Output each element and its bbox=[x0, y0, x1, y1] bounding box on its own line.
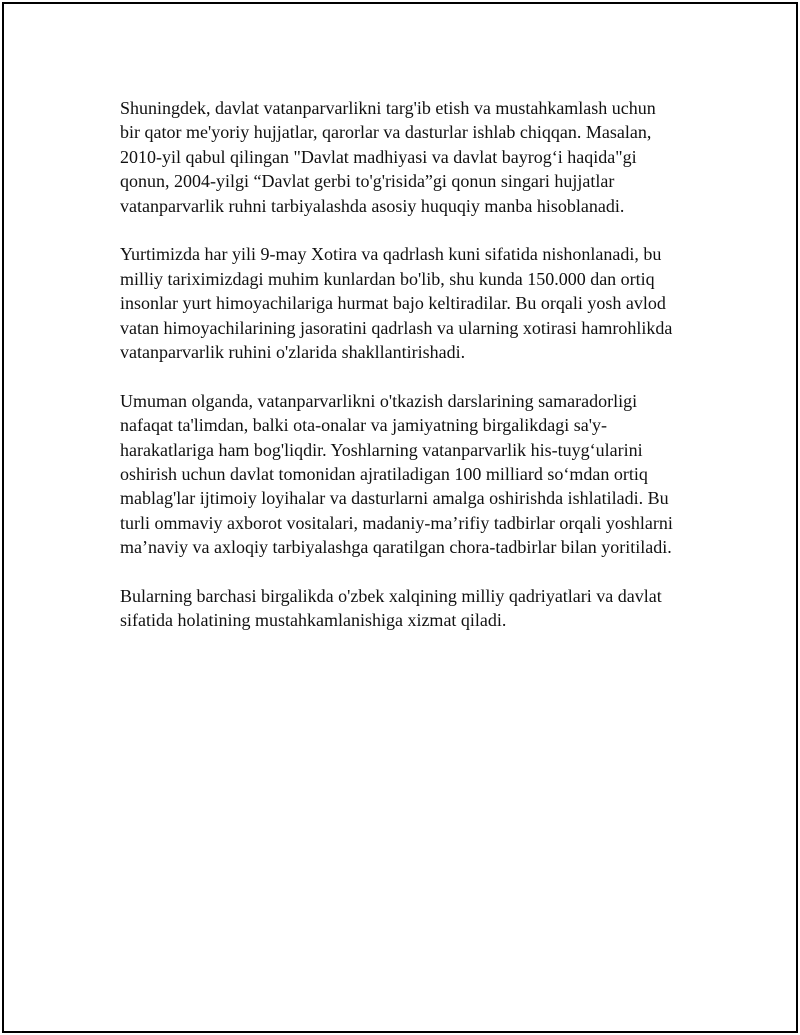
text-line: qonun, 2004-yilgi “Davlat gerbi to'g'risida”gi qonun singari hujjatlar bbox=[120, 171, 615, 192]
text-line: oshirish uchun davlat tomonidan ajratiladigan 100 milliard so‘mdan ortiq bbox=[120, 464, 648, 485]
paragraph-1 bbox=[120, 96, 695, 218]
text-line: bir qator me'yoriy hujjatlar, qarorlar va dasturlar ishlab chiqqan. Masalan, bbox=[120, 122, 652, 143]
paragraph-4 bbox=[120, 584, 695, 633]
text-line: mablag'lar ijtimoiy loyihalar va dasturlarni amalga oshirishda ishlatiladi. Bu bbox=[120, 488, 669, 509]
paragraph-3 bbox=[120, 389, 695, 560]
text-line: turli ommaviy axborot vositalari, madaniy-ma’rifiy tadbirlar orqali yoshlarni bbox=[120, 512, 673, 533]
text-line: 2010-yil qabul qilingan "Davlat madhiyasi va davlat bayrog‘i haqida"gi bbox=[120, 146, 637, 167]
text-line: vatanparvarlik ruhni tarbiyalashda asosiy huquqiy manba hisoblanadi. bbox=[120, 195, 625, 216]
paragraph-2 bbox=[120, 242, 695, 364]
text-line: insonlar yurt himoyachilariga hurmat bajo keltiradilar. Bu orqali yosh avlod bbox=[120, 293, 666, 314]
document-body bbox=[120, 96, 695, 657]
text-line: ma’naviy va axloqiy tarbiyalashga qaratilgan chora-tadbirlar bilan yoritiladi. bbox=[120, 537, 672, 558]
text-line: vatanparvarlik ruhini o'zlarida shakllantirishadi. bbox=[120, 342, 466, 363]
text-line: Yurtimizda har yili 9-may Xotira va qadrlash kuni sifatida nishonlanadi, bu bbox=[120, 244, 662, 265]
text-line: sifatida holatining mustahkamlanishiga xizmat qiladi. bbox=[120, 610, 507, 631]
text-line: Bularning barchasi birgalikda o'zbek xalqining milliy qadriyatlari va davlat bbox=[120, 586, 662, 607]
text-line: vatan himoyachilarining jasoratini qadrlash va ularning xotirasi hamrohlikda bbox=[120, 317, 673, 338]
text-line: nafaqat ta'limdan, balki ota-onalar va jamiyatning birgalikdagi sa'y- bbox=[120, 415, 607, 436]
text-line: milliy tariximizdagi muhim kunlardan bo'lib, shu kunda 150.000 dan ortiq bbox=[120, 268, 655, 289]
text-line: Umuman olganda, vatanparvarlikni o'tkazish darslarining samaradorligi bbox=[120, 390, 638, 411]
text-line: harakatlariga ham bog'liqdir. Yoshlarning vatanparvarlik his-tuyg‘ularini bbox=[120, 439, 643, 460]
text-line: Shuningdek, davlat vatanparvarlikni targ'ib etish va mustahkamlash uchun bbox=[120, 98, 656, 118]
page-frame bbox=[2, 2, 798, 1033]
